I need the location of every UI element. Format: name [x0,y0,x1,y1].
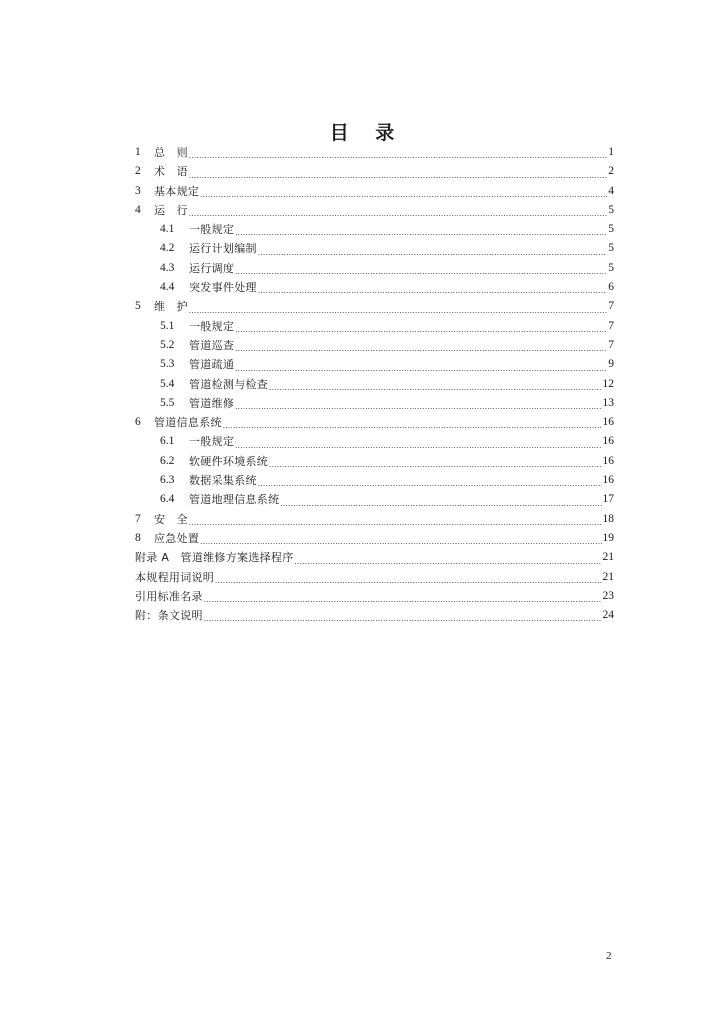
toc-entry-label: 一般规定 [189,435,235,449]
toc-dot-leader [189,297,607,316]
toc-entry-label: 运行计划编制 [189,242,257,256]
toc-entry-page: 16 [602,474,614,487]
toc-entry-number: 3 [135,184,141,197]
toc-entry[interactable] [135,587,614,606]
toc-entry-page: 6 [608,281,614,294]
toc-dot-leader [258,471,602,490]
toc-entry[interactable] [135,394,614,413]
toc-entry-label: 附：条文说明 [135,609,203,623]
toc-entry-number: 4.2 [160,242,175,255]
toc-entry-page: 4 [608,184,614,197]
toc-entry[interactable] [135,259,614,278]
toc-dot-leader [204,587,602,606]
toc-entry-page: 5 [608,261,614,274]
toc-entry-label: 一般规定 [189,319,235,333]
toc-entry-number: 7 [135,512,141,525]
toc-entry-number: 5.1 [160,319,175,332]
toc-dot-leader [269,375,601,394]
toc-entry-page: 1 [608,146,614,158]
toc-entry-page: 21 [602,551,614,564]
toc-entry[interactable] [135,548,614,567]
toc-entry-number: 4.3 [160,261,175,274]
toc-dot-leader [204,606,602,625]
toc-dot-leader [235,432,601,451]
page-number: 2 [606,950,612,962]
toc-dot-leader [189,201,607,220]
toc-entry-label: 突发事件处理 [189,281,257,295]
toc-entry-label: 应急处置 [154,531,200,545]
toc-entry-number: 6.1 [160,435,175,448]
toc-dot-leader [235,355,607,374]
toc-entry-label: 管道检测与检查 [189,377,269,391]
toc-entry[interactable] [135,568,614,587]
toc-entry-page: 7 [608,300,614,313]
toc-entry[interactable] [135,278,614,297]
toc-dot-leader [200,529,601,548]
toc-dot-leader [295,548,602,567]
toc-entry[interactable] [135,143,614,162]
toc-entry-label: 维 护 [154,300,188,314]
toc-entry-label: 术 语 [154,165,188,179]
toc-entry[interactable] [135,239,614,258]
toc-entry-label: 总 则 [154,146,188,159]
toc-entry[interactable] [135,297,614,316]
toc-entry[interactable] [135,432,614,451]
toc-entry[interactable] [135,471,614,490]
toc-entry-number: 5.4 [160,377,175,390]
toc-dot-leader [223,413,602,432]
toc-entry[interactable] [135,413,614,432]
toc-dot-leader [235,394,601,413]
toc-entry-page: 16 [602,435,614,448]
toc-entry-label: 一般规定 [189,223,235,237]
toc-entry[interactable] [135,355,614,374]
toc-entry-number: 4.1 [160,223,175,236]
toc-entry-page: 17 [602,493,614,506]
toc-entry-label: 管道疏通 [189,358,235,372]
toc-entry-page: 2 [608,165,614,178]
toc-entry-page: 5 [608,203,614,216]
toc-dot-leader [235,317,607,336]
toc-entry-number: 5 [135,300,141,313]
toc-entry-number: 5.5 [160,396,175,409]
toc-entry[interactable] [135,182,614,201]
toc-entry-page: 24 [602,609,614,622]
toc-dot-leader [189,162,607,181]
toc-entry[interactable] [135,490,614,509]
toc-entry[interactable] [135,336,614,355]
toc-dot-leader [235,259,607,278]
toc-entry-label: 管道巡查 [189,338,235,352]
toc-entry-number: 1 [135,146,141,158]
toc-entry-page: 7 [608,338,614,351]
toc-entry-label: 运 行 [154,203,188,217]
toc-entry-page: 16 [602,454,614,467]
toc-entry-label: 引用标准名录 [135,589,203,603]
toc-entry-page: 16 [602,416,614,429]
toc-entry[interactable] [135,529,614,548]
toc-entry-number: 4 [135,203,141,216]
toc-entry[interactable] [135,162,614,181]
toc-entry-number: 2 [135,165,141,178]
toc-entry-number: 4.4 [160,281,175,294]
toc-entry[interactable] [135,606,614,625]
toc-entry-label: 数据采集系统 [189,474,257,488]
toc-entry-page: 5 [608,242,614,255]
toc-dot-leader [258,239,607,258]
toc-entry-label: 软硬件环境系统 [189,454,269,468]
toc-entry-label: 本规程用词说明 [135,570,215,584]
toc-entry-page: 18 [602,512,614,525]
toc-entry-label: 管道地理信息系统 [189,493,280,507]
toc-dot-leader [215,568,601,587]
toc-entry[interactable] [135,510,614,529]
toc-dot-leader [258,278,607,297]
toc-dot-leader [200,182,607,201]
toc-entry-page: 7 [608,319,614,332]
toc-entry-page: 5 [608,223,614,236]
toc-entry[interactable] [135,317,614,336]
toc-entry-page: 9 [608,358,614,371]
toc-entry-label: 基本规定 [154,184,200,198]
toc-entry-number: 8 [135,531,141,544]
toc-title: 目 录 [329,122,395,144]
toc-entry-number: 6.4 [160,493,175,506]
toc-entry-number: 5.2 [160,338,175,351]
toc-entry-number: 6.3 [160,474,175,487]
toc-entry-label: 管道维修 [189,396,235,410]
toc-entry-label: 附录 A 管道维修方案选择程序 [135,551,294,565]
toc-entry[interactable] [135,452,614,471]
toc-entry-number: 6 [135,416,141,429]
toc-entry-page: 19 [602,531,614,544]
toc-entry[interactable] [135,375,614,394]
toc-entry-label: 安 全 [154,512,188,526]
toc-entry-page: 23 [602,589,614,602]
toc-entry-label: 运行调度 [189,261,235,275]
toc-entry-page: 13 [602,396,614,409]
toc-entry-page: 12 [602,377,614,390]
toc-dot-leader [235,336,607,355]
toc-entry-number: 6.2 [160,454,175,467]
toc-entry[interactable] [135,201,614,220]
toc-list [135,143,614,625]
toc-dot-leader [189,510,602,529]
toc-entry-number: 5.3 [160,358,175,371]
toc-dot-leader [269,452,601,471]
toc-entry[interactable] [135,220,614,239]
toc-dot-leader [189,143,607,162]
toc-dot-leader [235,220,607,239]
toc-entry-label: 管道信息系统 [154,416,222,430]
toc-entry-page: 21 [602,570,614,583]
toc-dot-leader [280,490,601,509]
